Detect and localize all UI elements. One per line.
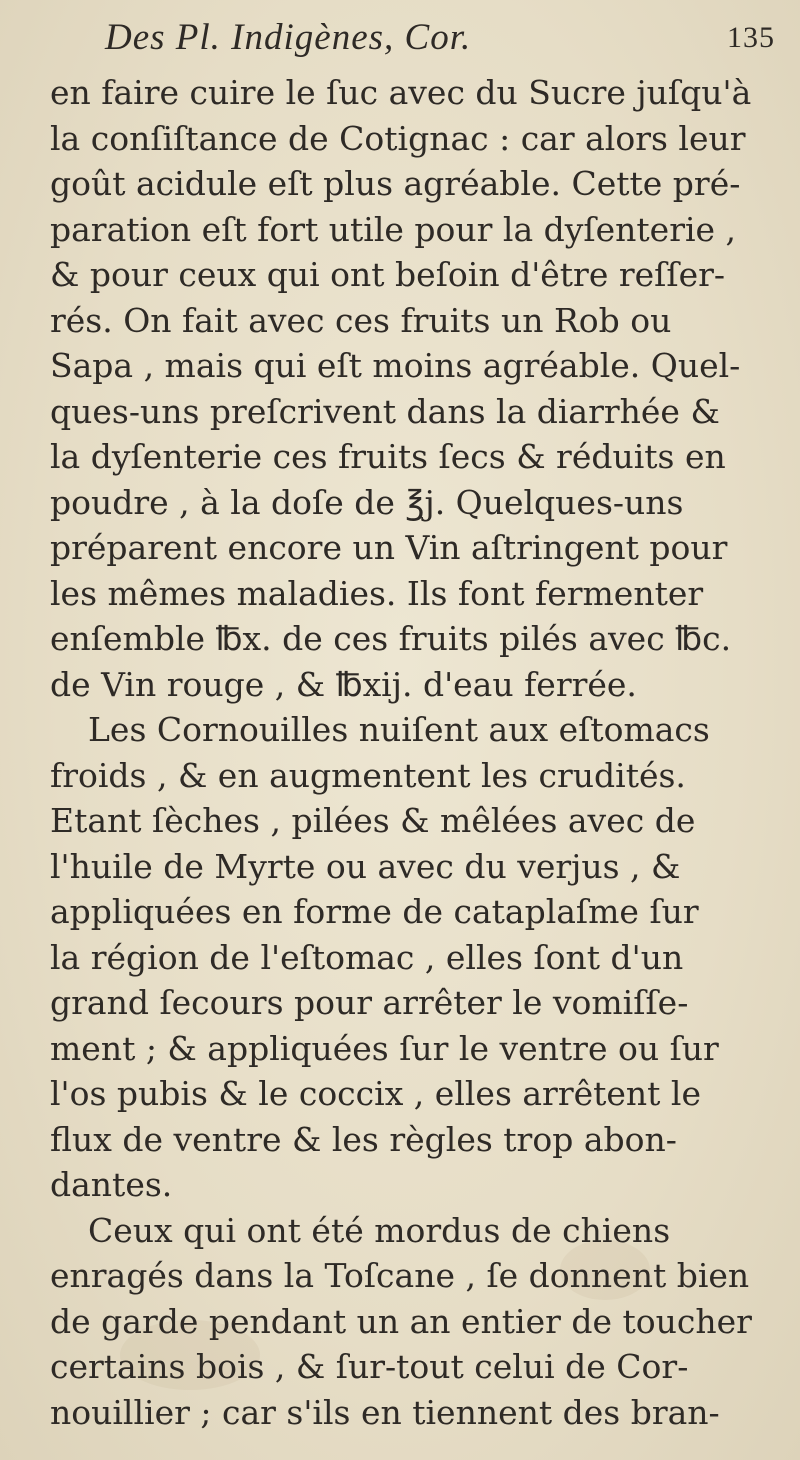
text-line: enſemble ℔x. de ces fruits pilés avec ℔c. <box>50 619 732 658</box>
text-line: en faire cuire le ſuc avec du Sucre juſqu'à <box>50 73 752 112</box>
text-line: grand ſecours pour arrêter le vomiſſe- <box>50 983 689 1022</box>
text-line: de Vin rouge , & ℔xij. d'eau ferrée. <box>50 664 637 704</box>
text-line: paration eſt fort utile pour la dyſenterie , <box>50 209 737 249</box>
text-line: certains bois , & ſur-tout celui de Cor- <box>50 1347 689 1386</box>
text-line: la conſiſtance de Cotignac : car alors leur <box>50 118 746 158</box>
text-line: flux de ventre & les règles trop abon- <box>50 1119 677 1159</box>
text-line: Etant ſèches , pilées & mêlées avec de <box>50 801 696 840</box>
text-line: goût acidule eſt plus agréable. Cette pré- <box>50 164 741 203</box>
page-number: 135 <box>727 21 775 54</box>
running-head <box>105 14 775 62</box>
text-line: de garde pendant un an entier de toucher <box>50 1301 752 1341</box>
paragraph-start-line: Ceux qui ont été mordus de chiens <box>88 1210 671 1250</box>
text-line: la dyſenterie ces fruits ſecs & réduits en <box>50 437 726 476</box>
running-head-title: Des Pl. Indigènes, Cor. <box>105 17 472 58</box>
text-line: ques-uns preſcrivent dans la diarrhée & <box>50 391 720 431</box>
paragraph-start-line: Les Cornouilles nuiſent aux eſtomacs <box>88 710 710 749</box>
text-line: appliquées en forme de cataplaſme ſur <box>50 892 699 931</box>
text-line: & pour ceux qui ont beſoin d'être reſſer- <box>50 255 726 294</box>
text-line: rés. On fait avec ces fruits un Rob ou <box>50 300 672 340</box>
text-line: les mêmes maladies. Ils font fermenter <box>50 573 704 613</box>
text-line: l'huile de Myrte ou avec du verjus , & <box>50 846 681 886</box>
text-line: froids , & en augmentent les crudités. <box>50 755 686 795</box>
text-line: préparent encore un Vin aſtringent pour <box>50 528 728 567</box>
text-line: enragés dans la Toſcane , ſe donnent bien <box>50 1256 750 1295</box>
text-line: poudre , à la doſe de ℥j. Quelques-uns <box>50 482 684 522</box>
text-line: dantes. <box>50 1165 173 1204</box>
text-line: Sapa , mais qui eſt moins agréable. Quel- <box>50 346 741 385</box>
body-text <box>50 70 765 1435</box>
text-line: l'os pubis & le coccix , elles arrêtent le <box>50 1074 702 1113</box>
text-line: ment ; & appliquées ſur le ventre ou ſur <box>50 1028 719 1068</box>
text-line: nouillier ; car s'ils en tiennent des bran- <box>50 1392 720 1432</box>
text-line: la région de l'eſtomac , elles ſont d'un <box>50 937 684 977</box>
